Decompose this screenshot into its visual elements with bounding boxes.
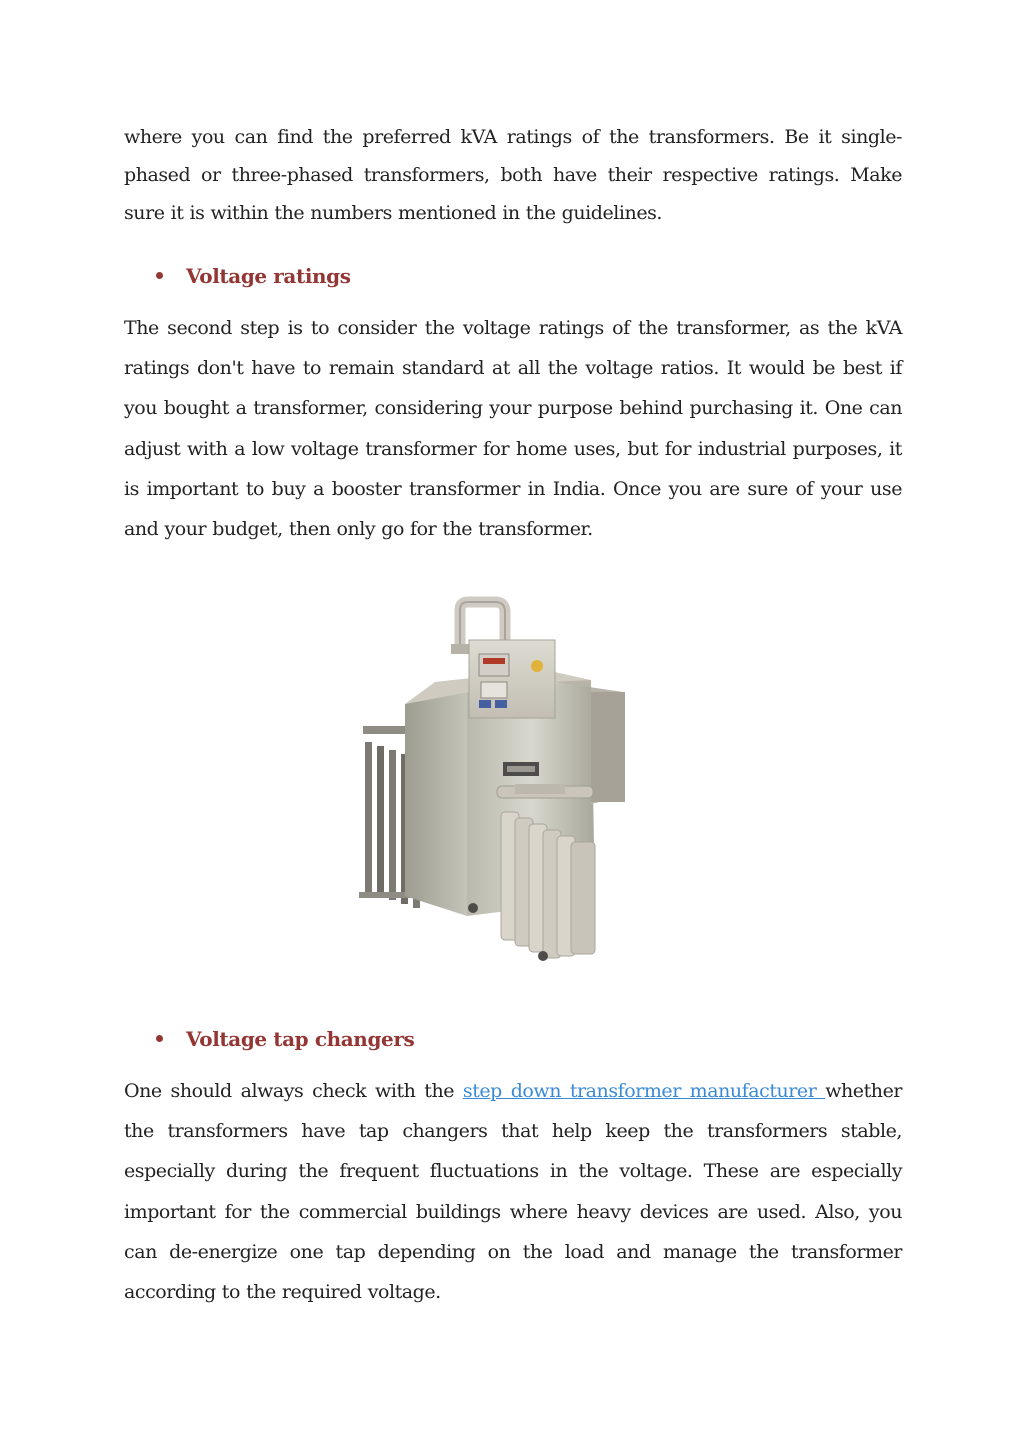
step-down-transformer-manufacturer-link[interactable]: step down transformer manufacturer: [462, 1080, 826, 1102]
intro-paragraph: where you can find the preferred kVA ratings of the transformers. Be it single-phased or three-phased transformers, both have their respective ratings. Make sure it is within the numbers mentioned in the guidelines.: [124, 126, 902, 224]
tap-changers-text-before-link: One should always check with the: [124, 1080, 463, 1102]
voltage-ratings-paragraph: The second step is to consider the voltage ratings of the transformer, as the kVA ratings don't have to remain standard at all the voltage ratios. It would be best if you bought a transformer, considering your purpose behind purchasing it. One can adjust with a low voltage transformer for home uses, but for industrial purposes, it is important to buy a booster transformer in India. Once you are sure of your use and your budget, then only go for the transformer.: [124, 317, 902, 541]
heading-text: Voltage tap changers: [186, 1027, 415, 1051]
heading-voltage-tap-changers: [124, 1025, 902, 1053]
transformer-image: [355, 596, 645, 968]
tap-changers-text-after-link: whether the transformers have tap changers that help keep the transformers stable, especially during the frequent fluctuations in the voltage. These are especially important for the commercial buildings where heavy devices are used. Also, you can de-energize one tap depending on the load and manage the transformer according to the required voltage.: [124, 1080, 902, 1304]
section-voltage-ratings: [124, 262, 902, 290]
transformer-illustration: [355, 596, 645, 968]
heading-text: Voltage ratings: [186, 264, 351, 288]
bullet-icon: [156, 272, 163, 279]
tap-changers-paragraph: [124, 1071, 902, 1312]
section-tap-changers: [124, 1025, 902, 1053]
control-panel: [469, 640, 555, 718]
bullet-icon: [156, 1035, 163, 1042]
heading-voltage-ratings: [124, 262, 902, 290]
voltage-ratings-body-block: [124, 308, 902, 549]
tap-changers-body-block: [124, 1071, 902, 1312]
